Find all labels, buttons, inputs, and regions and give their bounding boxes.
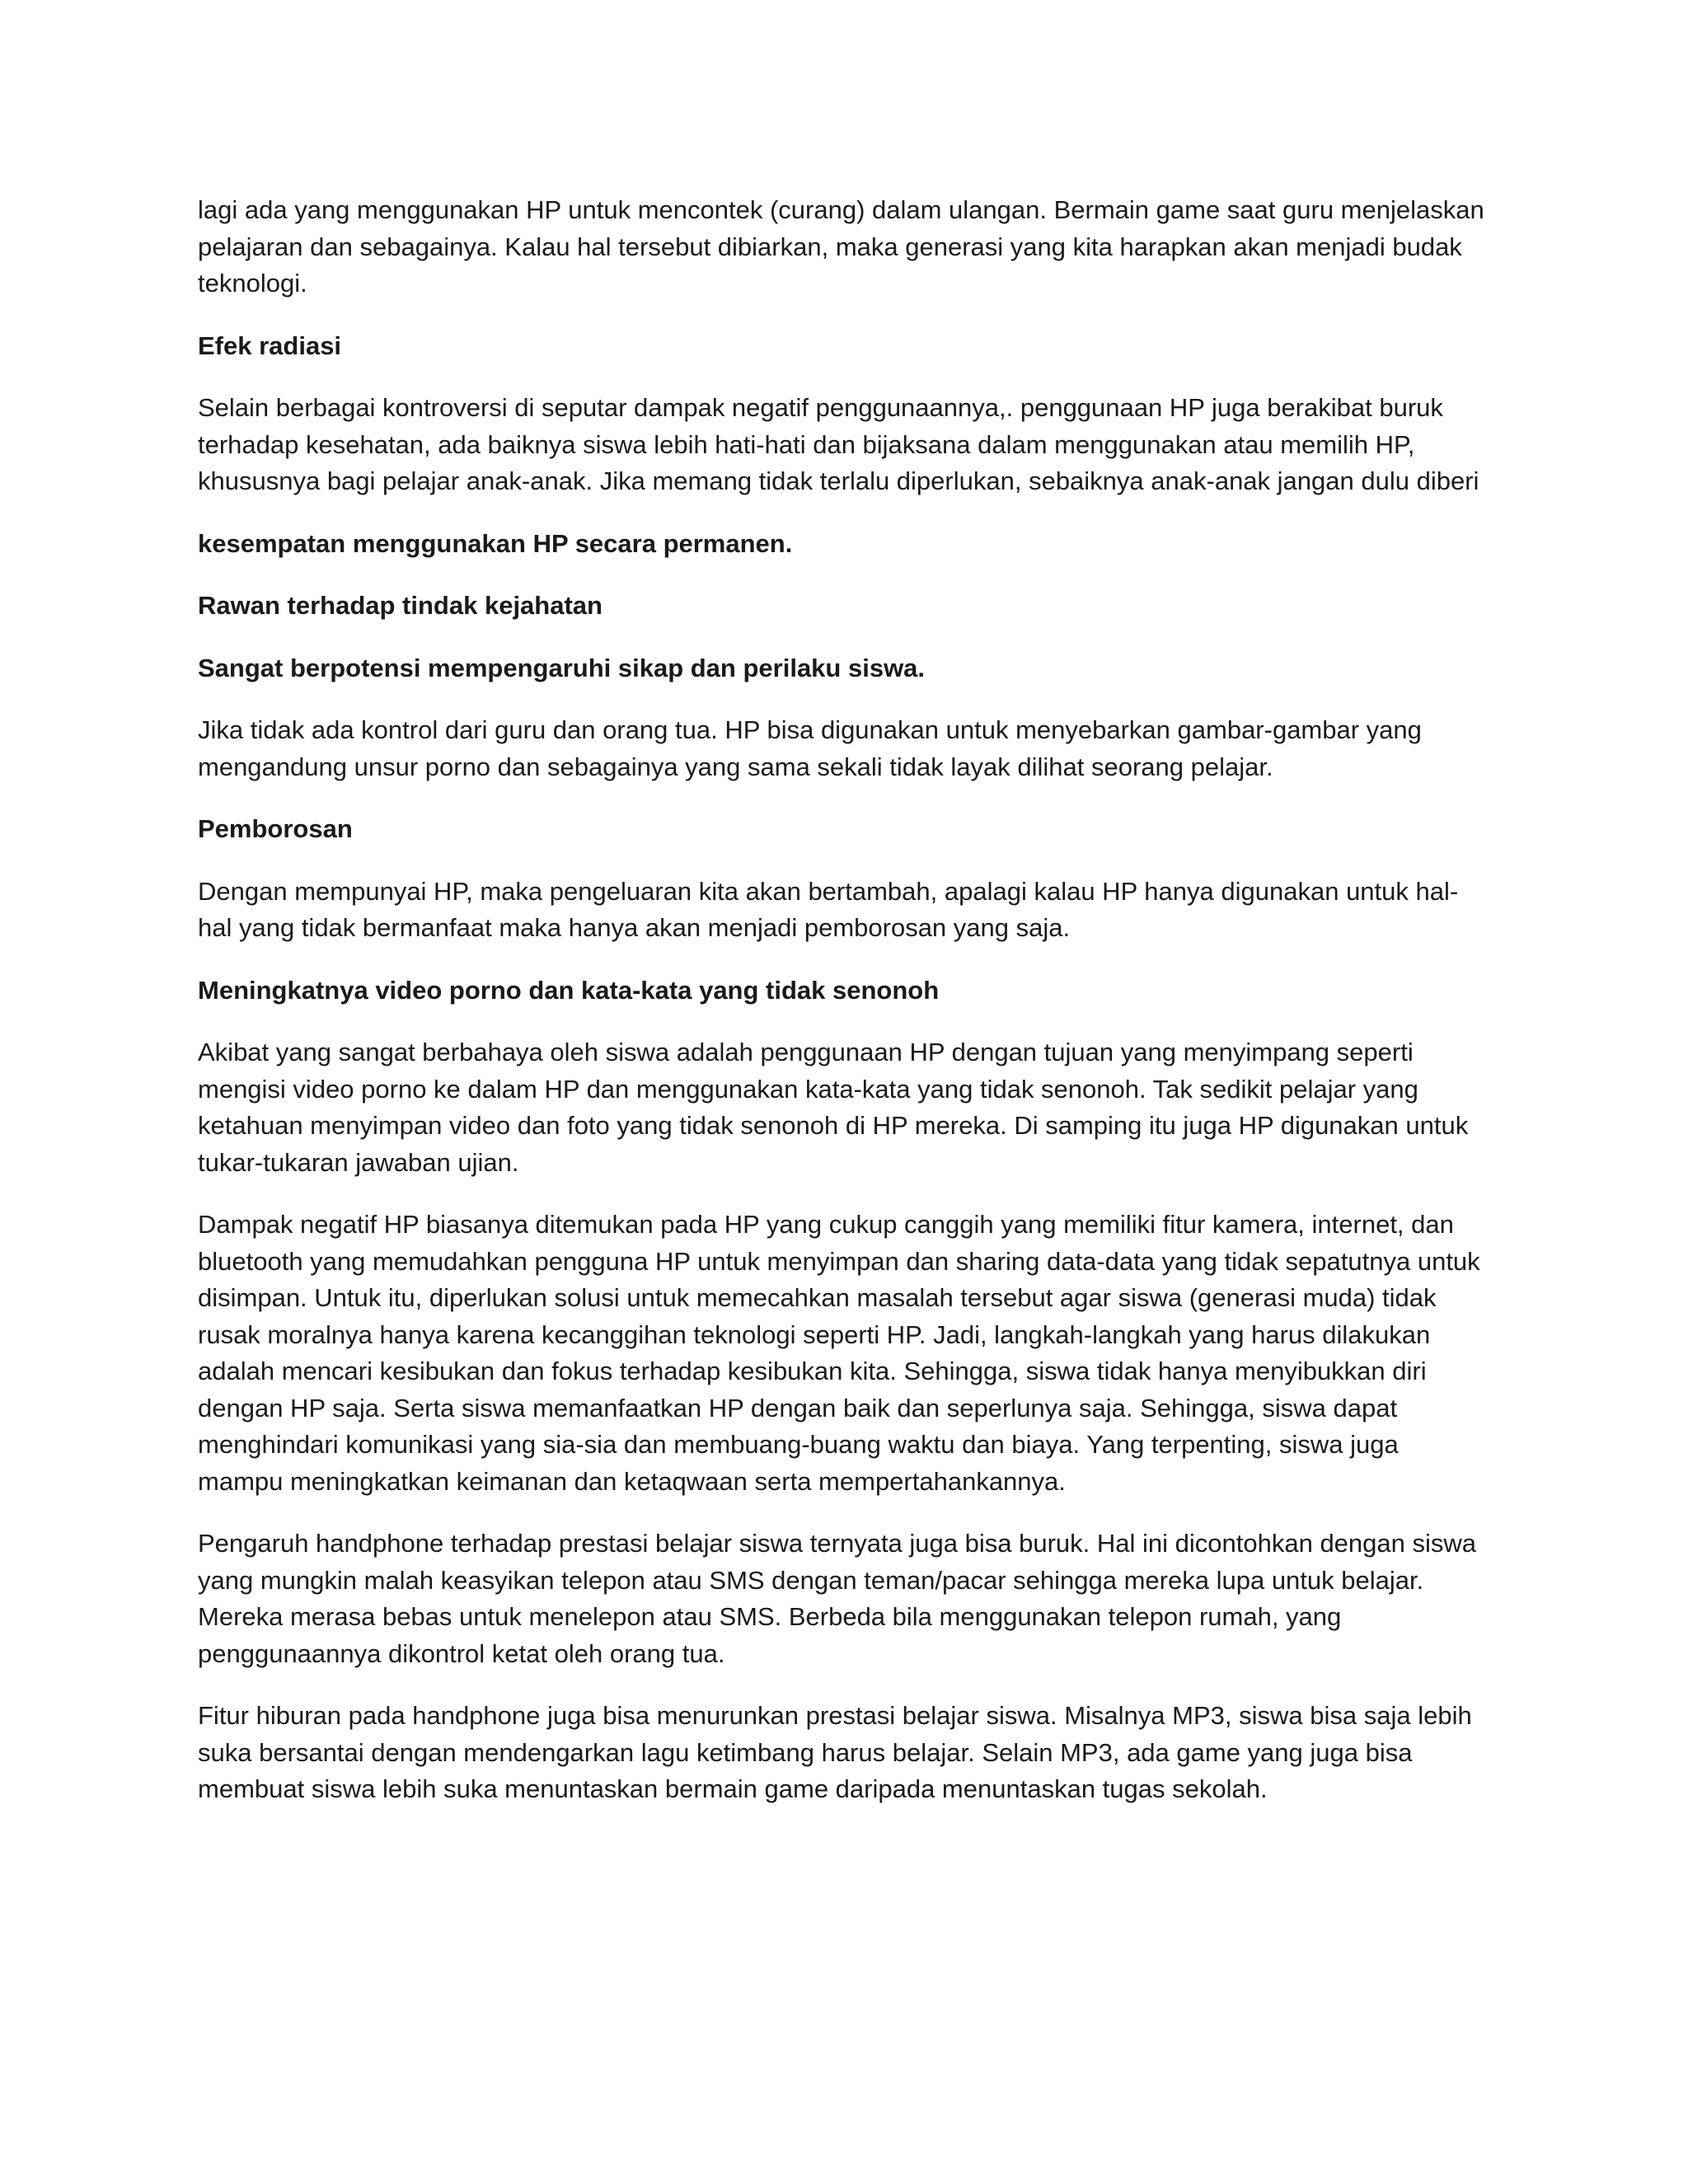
section-heading: kesempatan menggunakan HP secara permanen.	[198, 528, 793, 558]
document-body	[198, 192, 1490, 1834]
paragraph: Selain berbagai kontroversi di seputar dampak negatif penggunaannya,. penggunaan HP juga berakibat buruk terhadap kesehatan, ada baiknya siswa lebih hati-hati dan bijaksana dalam menggunakan atau memilih HP, khususnya bagi pelajar anak-anak. Jika memang tidak terlalu diperlukan, sebaiknya anak-anak jangan dulu diberi	[198, 393, 1479, 495]
paragraph: lagi ada yang menggunakan HP untuk mencontek (curang) dalam ulangan. Bermain game saat guru menjelaskan pelajaran dan sebagainya. Kalau hal tersebut dibiarkan, maka generasi yang kita harapkan akan menjadi budak teknologi.	[198, 195, 1484, 298]
paragraph: Dengan mempunyai HP, maka pengeluaran kita akan bertambah, apalagi kalau HP hanya digunakan untuk hal-hal yang tidak bermanfaat maka hanya akan menjadi pemborosan yang saja.	[198, 876, 1459, 942]
paragraph: Dampak negatif HP biasanya ditemukan pada HP yang cukup canggih yang memiliki fitur kamera, internet, dan bluetooth yang memudahkan pengguna HP untuk menyimpan dan sharing data-data yang tidak sepatutnya untuk disimpan. Untuk itu, diperlukan solusi untuk memecahkan masalah tersebut agar siswa (generasi muda) tidak rusak moralnya hanya karena kecanggihan teknologi seperti HP. Jadi, langkah-langkah yang harus dilakukan adalah mencari kesibukan dan fokus terhadap kesibukan kita. Sehingga, siswa tidak hanya menyibukkan diri dengan HP saja. Serta siswa memanfaatkan HP dengan baik dan seperlunya saja. Sehingga, siswa dapat menghindari komunikasi yang sia-sia dan membuang-buang waktu dan biaya. Yang terpenting, siswa juga mampu meningkatkan keimanan dan ketaqwaan serta mempertahankannya.	[198, 1210, 1480, 1496]
section-heading: Meningkatnya video porno dan kata-kata yang tidak senonoh	[198, 975, 940, 1005]
section-heading: Efek radiasi	[198, 330, 342, 360]
paragraph: Pengaruh handphone terhadap prestasi belajar siswa ternyata juga bisa buruk. Hal ini dicontohkan dengan siswa yang mungkin malah keasyikan telepon atau SMS dengan teman/pacar sehingga mereka lupa untuk belajar. Mereka merasa bebas untuk menelepon atau SMS. Berbeda bila menggunakan telepon rumah, yang penggunaannya dikontrol ketat oleh orang tua.	[198, 1529, 1477, 1668]
paragraph: Fitur hiburan pada handphone juga bisa menurunkan prestasi belajar siswa. Misalnya MP3, siswa bisa saja lebih suka bersantai dengan mendengarkan lagu ketimbang harus belajar. Selain MP3, ada game yang juga bisa membuat siswa lebih suka menuntaskan bermain game daripada menuntaskan tugas sekolah.	[198, 1701, 1472, 1803]
section-heading: Sangat berpotensi mempengaruhi sikap dan perilaku siswa.	[198, 653, 926, 682]
paragraph: Akibat yang sangat berbahaya oleh siswa adalah penggunaan HP dengan tujuan yang menyimpang seperti mengisi video porno ke dalam HP dan menggunakan kata-kata yang tidak senonoh. Tak sedikit pelajar yang ketahuan menyimpan video dan foto yang tidak senonoh di HP mereka. Di samping itu juga HP digunakan untuk tukar-tukaran jawaban ujian.	[198, 1038, 1469, 1177]
section-heading: Rawan terhadap tindak kejahatan	[198, 591, 603, 620]
paragraph: Jika tidak ada kontrol dari guru dan orang tua. HP bisa digunakan untuk menyebarkan gambar-gambar yang mengandung unsur porno dan sebagainya yang sama sekali tidak layak dilihat seorang pelajar.	[198, 715, 1422, 781]
section-heading: Pemborosan	[198, 814, 353, 843]
